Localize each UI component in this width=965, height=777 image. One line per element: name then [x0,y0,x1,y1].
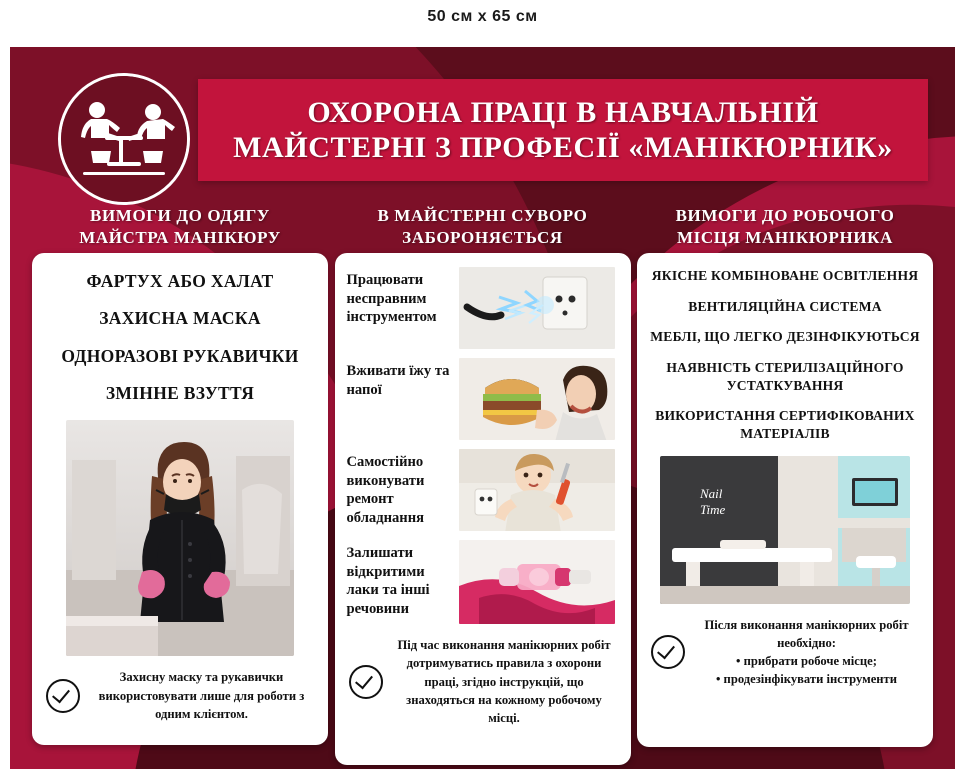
prohibition-label: Залишати відкритими лаки та інші речовини [346,545,430,618]
column3-note-line1: Після виконання манікюрних робіт необхідно: [704,617,909,650]
check-circle-icon [349,665,383,699]
column3-heading-line2: МІСЦЯ МАНІКЮРНИКА [677,227,893,247]
manicure-master-logo-icon [58,73,190,205]
check-circle-icon [651,635,685,669]
column2-note-text: Під час виконання манікюрних робіт дотримуватись правила з охорони праці, згідно інструкцій, що знаходяться на кожному робочому місці. [397,638,611,725]
list-item: ЯКІСНЕ КОМБІНОВАНЕ ОСВІТЛЕННЯ [651,268,919,283]
list-item: ВЕНТИЛЯЦІЙНА СИСТЕМА [688,298,882,314]
column2-note [347,636,619,727]
column-clothing-requirements [32,197,328,767]
manicurist-in-uniform-photo [66,420,294,656]
prohibition-row [347,267,619,349]
prohibition-row [347,449,619,531]
prohibition-label: Вживати їжу та напої [346,363,450,398]
column1-heading-line1: ВИМОГИ ДО ОДЯГУ [90,206,270,225]
column-workplace-requirements [637,197,933,767]
spilled-nail-polish-photo [459,540,615,624]
column1-note [44,668,316,723]
column1-note-text: Захисну маску та рукавички використовувати лише для роботи з одним клієнтом. [98,670,305,721]
columns-container [10,197,955,767]
nail-salon-interior-photo [660,456,910,604]
column3-note-line2: • прибрати робоче місце; [736,654,877,669]
prohibition-row [347,358,619,440]
list-item: НАЯВНІСТЬ СТЕРИЛІЗАЦІЙНОГО УСТАТКУВАННЯ [666,360,904,393]
column3-heading [637,197,933,253]
svg-text:Time: Time [700,501,726,517]
list-item: ОДНОРАЗОВІ РУКАВИЧКИ [61,345,299,366]
column1-heading-line2: МАЙСТРА МАНІКЮРУ [79,227,281,247]
column2-card [335,253,631,765]
electric-shock-socket-photo [459,267,615,349]
prohibition-label: Самостійно виконувати ремонт обладнання [346,454,425,527]
page-title-line2: МАЙСТЕРНІ З ПРОФЕСІЇ «МАНІКЮРНИК» [233,131,893,164]
svg-text:Nail: Nail [700,485,723,501]
check-circle-icon [46,679,80,713]
size-caption: 50 см х 65 см [427,8,538,25]
prohibition-row [347,540,619,624]
column3-note-line3: • продезінфікувати інструменти [716,672,897,687]
column3-note [649,616,921,689]
poster-title-band [198,79,928,181]
prohibition-label: Працювати несправним інструментом [346,272,437,326]
child-with-screwdriver-photo [459,449,615,531]
page-title-line1: ОХОРОНА ПРАЦІ В НАВЧАЛЬНІЙ [307,95,819,129]
column2-heading-line2: ЗАБОРОНЯЄТЬСЯ [402,227,563,247]
workplace-requirements-list [649,267,921,443]
clothing-requirements-list [44,271,316,404]
column3-heading-line1: ВИМОГИ ДО РОБОЧОГО [675,206,895,225]
list-item: ФАРТУХ АБО ХАЛАТ [86,271,274,291]
list-item: МЕБЛІ, ЩО ЛЕГКО ДЕЗІНФІКУЮТЬСЯ [650,329,920,345]
column2-heading [335,197,631,253]
list-item: ЗАХИСНА МАСКА [99,308,261,329]
column1-card [32,253,328,745]
list-item: ЗМІННЕ ВЗУТТЯ [105,383,255,404]
column3-note-text [694,616,919,689]
column3-card [637,253,933,747]
woman-eating-burger-photo [459,358,615,440]
column-prohibitions [335,197,631,767]
column1-heading [32,197,328,253]
list-item: ВИКОРИСТАННЯ СЕРТИФІКОВАНИХ МАТЕРІАЛІВ [655,408,915,442]
column2-heading-line1: В МАЙСТЕРНІ СУВОРО [377,206,588,225]
poster-board [10,47,955,769]
